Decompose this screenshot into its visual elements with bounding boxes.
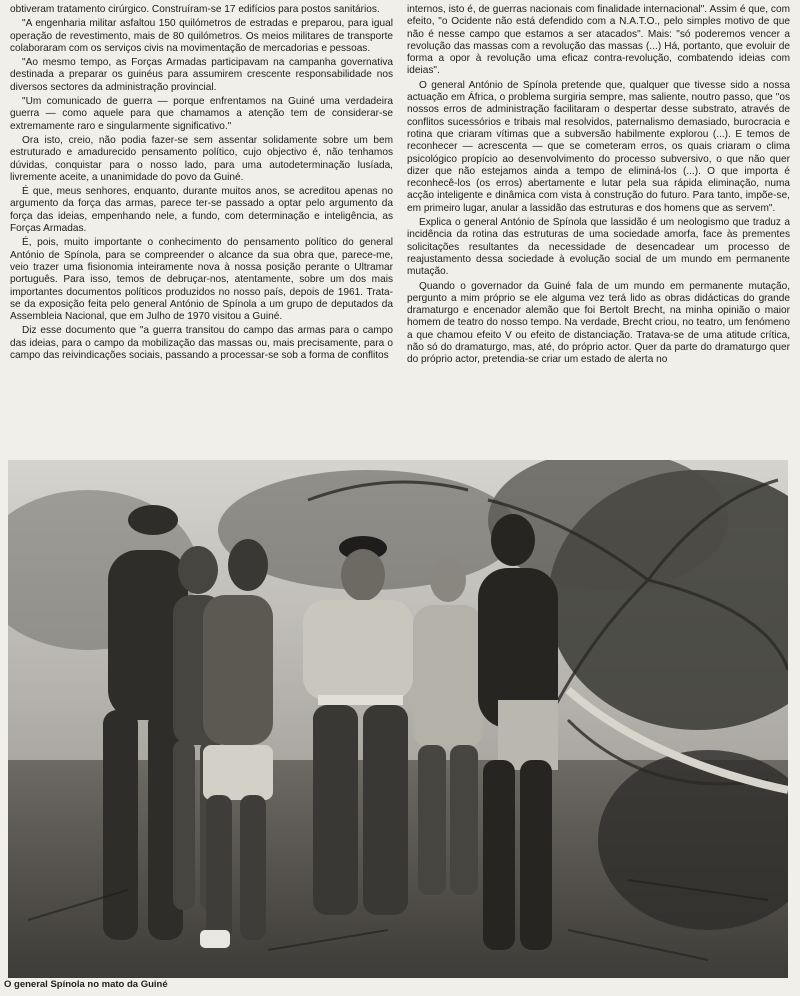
paragraph: "Ao mesmo tempo, as Forças Armadas participavam na campanha governativa destinada a preparar os guinéus para assumirem crescente responsabilidade nos diversos sectores da administração provincial.: [10, 57, 393, 93]
paragraph: Ora isto, creio, não podia fazer-se sem assentar solidamente sobre um bem estruturado e amadurecido pensamento político, cujo objectivo é, não tenhamos dúvidas, conquistar para o nosso lado, para uma autodeterminação lusíada, livremente aceite, a unanimidade do povo da Guiné.: [10, 134, 393, 183]
text-column-left: [10, 4, 393, 440]
paragraph: É que, meus senhores, enquanto, durante muitos anos, se acreditou apenas no argumento da força das armas, parece ter-se passado a optar pelo argumento da força das ideias, empenhando nele, a fundo, com determinação e inteligência, as Forças Armadas.: [10, 186, 393, 235]
text-column-right: [407, 4, 790, 440]
paragraph: internos, isto é, de guerras nacionais com finalidade internacional". Assim é que, com efeito, "o Ocidente não está defendido com a N.A.T.O., pelo simples motivo de que não é nesse campo que estamos a ser atacados". Mais: "só poderemos vencer a revolução das massas com a revolução das massas (...) Há, portanto, que evoluir de forma a opor à revolução uma eficaz contra-revolução, combatendo ideias com ideias".: [407, 4, 790, 77]
paragraph: obtiveram tratamento cirúrgico. Construíram-se 17 edifícios para postos sanitários.: [10, 4, 380, 15]
paragraph: "A engenharia militar asfaltou 150 quilómetros de estradas e preparou, para igual operação de revestimento, mais de 80 quilómetros. Os meios militares de transporte colaboraram com os serviços civis na movimentação de mercadorias e pessoas.: [10, 18, 393, 54]
article-text: [0, 0, 800, 440]
photo-illustration: [8, 460, 788, 978]
paragraph: Diz esse documento que "a guerra transitou do campo das armas para o campo das ideias, para o campo da mobilização das massas ou, mais precisamente, para o campo das reivindicações sociais, passando a processar-se sob a forma de conflitos: [10, 325, 393, 362]
paragraph: Explica o general António de Spínola que lassidão é um neologismo que traduz a incidência da rotina das estruturas de uma sociedade amorfa, face às prementes solicitações resultantes da necessidade de desencadear um processo de reajustamento dessa sociedade à evolução social de um mundo em permanente mutação.: [407, 217, 790, 278]
photo-caption: O general Spínola no mato da Guiné: [4, 979, 168, 990]
paragraph: É, pois, muito importante o conhecimento do pensamento político do general António de Spínola, para se compreender o alcance da sua obra que, parece-me, veio trazer uma fisionomia inteiramente nova à nossa posição perante o Ultramar português. Para isso, temos de debruçar-nos, atentamente, sobre um dos mais importantes documentos políticos produzidos no nosso país, depois de 1961. Trata-se da exposição feita pelo general António de Spínola a um grupo de deputados da Assembleia Nacional, que em Julho de 1970 visitou a Guiné.: [10, 237, 393, 323]
paragraph: O general António de Spínola pretende que, qualquer que tivesse sido a nossa actuação em África, o problema surgiria sempre, mas saliente, noutro passo, que "os nossos erros de administração facilitaram o despertar desse substrato, através de conflitos sucessórios e tribais mal resolvidos, paternalismo demasiado, burocracia e rotina que criaram vítimas que a subversão habilmente explorou (...). E temos de reconhecer — acrescenta — que se cometeram erros, os quais criaram o clima psicológico propício ao desenvolvimento do processo subversivo, o que não quer dizer que não estejamos ainda a tempo de eliminá-los (...). O que importa é reconhecê-los (os erros) abertamente e lutar pela sua rápida eliminação, numa acção inteligente e dinâmica com vista à construção do futuro. Para tanto, impõe-se, em primeiro lugar, anular a lassidão das estruturas e dos homens que as servem".: [407, 79, 790, 214]
photograph: [8, 460, 788, 978]
paragraph: Quando o governador da Guiné fala de um mundo em permanente mutação, pergunto a mim próprio se ele alguma vez terá lido as obras didácticas do grande dramaturgo e encenador alemão que foi Bertolt Brecht, na minha opinião o maior homem de teatro do nosso tempo. Na verdade, Brecht criou, no teatro, um fenómeno a que chamou efeito V ou efeito de distanciação. Tratava-se de uma atitude crítica, não só do dramaturgo, mas, até, do próprio actor. Quer da parte do dramaturgo quer do próprio actor, pretendia-se criar um estado de alerta no: [407, 280, 790, 366]
paragraph: "Um comunicado de guerra — porque enfrentamos na Guiné uma verdadeira guerra — como aquele para que chamamos a atenção tem de considerar-se extremamente raro e singularmente significativo.": [10, 96, 393, 132]
